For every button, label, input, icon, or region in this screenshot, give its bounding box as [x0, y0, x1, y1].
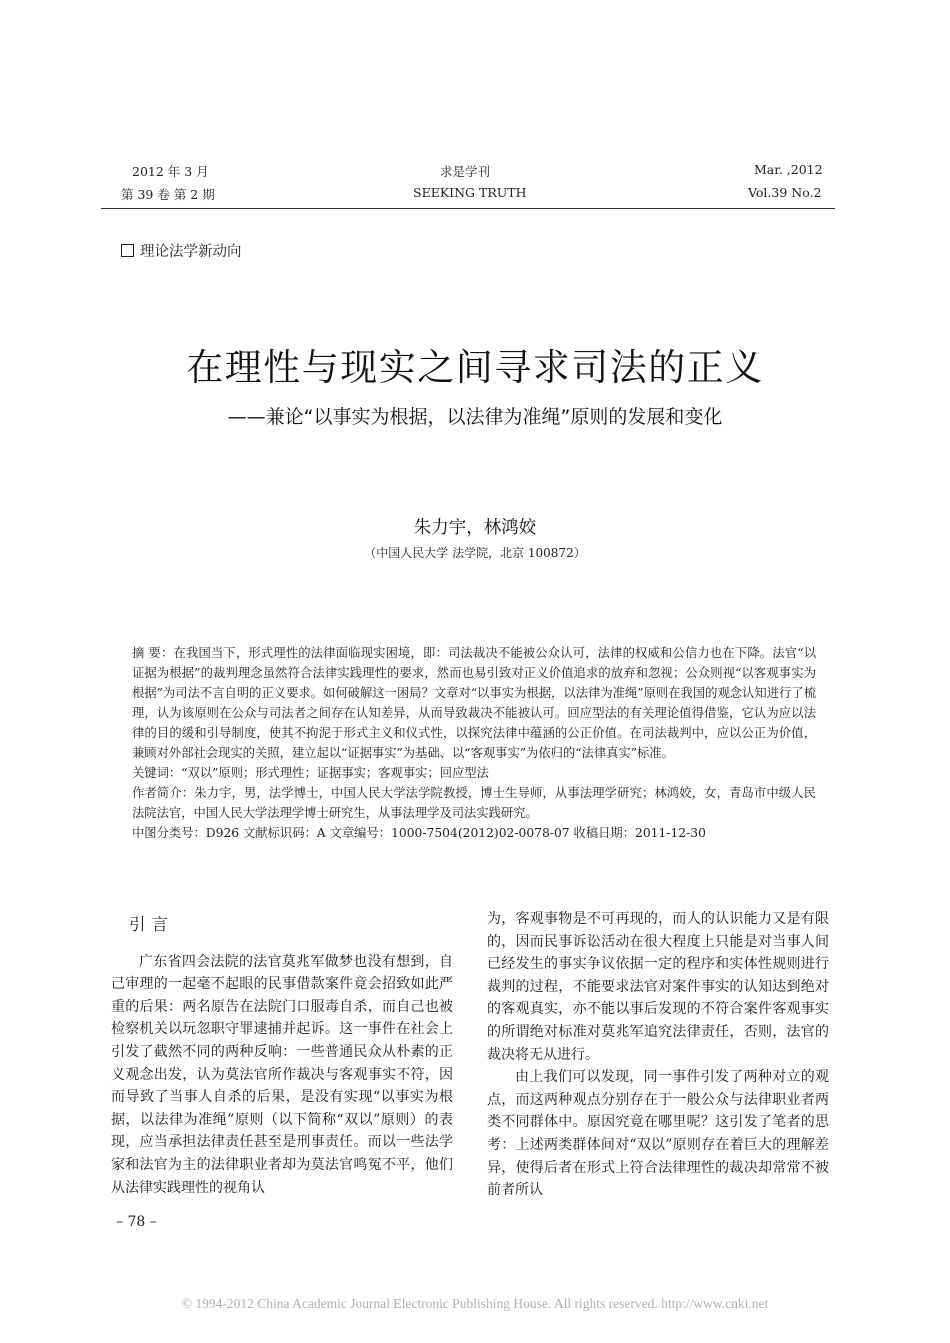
body-paragraph: 为，客观事物是不可再现的，而人的认识能力又是有限的，因而民事诉讼活动在很大程度上只能是对当事人间已经发生的事实争议依据一定的程序和实体性规则进行裁判的过程，不能要求法官对案件事实的认知达到绝对的客观真实，亦不能以事后发现的不符合案件客观事实的所谓绝对标准对莫兆军追究法律责任，否则，法官的裁决将无从进行。: [487, 911, 829, 1063]
bio-label: 作者简介：: [132, 786, 195, 800]
header-volume-cn: 第 39 卷 第 2 期: [121, 187, 215, 202]
section-tag: [121, 240, 242, 261]
keywords-text: “双以”原则；形式理性；证据事实；客观事实；回应型法: [181, 766, 489, 780]
abstract-text: 在我国当下，形式理性的法律面临现实困境，即：司法裁决不能被公众认可，法律的权威和公信力也在下降。法官“以证据为根据”的裁判理念虽然符合法律实践理性的要求，然而也易引致对正义价值追求的放弃和忽视；公众则视“以客观事实为根据”为司法不言自明的正义要求。如何破解这一困局？文章对“以事实为根据，以法律为准绳”原则在我国的观念认知进行了梳理，认为该原则在公众与司法者之间存在认知差异，从而导致裁决不能被认可。回应型法的有关理论值得借鉴，它认为应以法律的目的缓和引导制度，使其不拘泥于形式主义和仪式性，以探究法律中蕴涵的公正价值。在司法裁判中，应以公正为价值，兼顾对外部社会现实的关照，建立起以“证据事实”为基础、以“客观事实”为依归的“法律真实”标准。: [132, 646, 816, 760]
body-column-right: [487, 908, 829, 1202]
article-subtitle: ——兼论“以事实为根据，以法律为准绳”原则的发展和变化: [227, 406, 723, 428]
header-date-en: Mar. ,2012: [754, 162, 823, 177]
body-paragraph: 广东省四会法院的法官莫兆军做梦也没有想到，自己审理的一起毫不起眼的民事借款案件竟会招致如此严重的后果：两名原告在法院门口服毒自杀，而自己也被检察机关以玩忽职守罪逮捕并起诉。这一事件在社会上引发了截然不同的两种反响：一些普通民众从朴素的正义观念出发，认为莫法官所作裁决与客观事实不符，因而导致了当事人自杀的后果，是没有实现“以事实为根据，以法律为准绳”原则（以下简称“双以”原则）的表现，应当承担法律责任甚至是刑事责任。而以一些法学家和法官为主的法律职业者却为莫法官鸣冤不平，他们从法律实践理性的视角认: [111, 953, 453, 1196]
keywords: [132, 763, 816, 783]
header-rule: [101, 208, 835, 209]
classification-meta: 中图分类号：D926 文献标识码：A 文章编号：1000-7504(2012)02-0078-07 收稿日期：2011-12-30: [132, 826, 706, 840]
header-volume-en: Vol.39 No.2: [748, 185, 822, 200]
abstract: [132, 643, 816, 763]
copyright-footer: © 1994-2012 China Academic Journal Electronic Publishing House. All rights reserved. http://www.cnki.net: [181, 1296, 769, 1311]
body-column-left: [111, 908, 453, 1199]
body-paragraph: 由上我们可以发现，同一事件引发了两种对立的观点，而这两种观点分别存在于一般公众与法律职业者两类不同群体中。原因究竟在哪里呢？这引发了笔者的思考：上述两类群体间对“双以”原则存在着巨大的理解差异，使得后者在形式上符合法律理性的裁决却常常不被前者所认: [487, 1069, 829, 1199]
abstract-label: 摘 要：: [132, 646, 174, 660]
header-journal-en: SEEKING TRUTH: [413, 185, 527, 200]
page-number: – 78 –: [116, 1214, 157, 1230]
header-journal-cn: 求是学刊: [440, 164, 491, 179]
square-icon: [121, 244, 134, 257]
abstract-block: [132, 643, 816, 843]
bio-text: 朱力宇，男，法学博士，中国人民大学法学院教授，博士生导师，从事法理学研究；林鸿姣，女，青岛市中级人民法院法官，中国人民大学法理学博士研究生，从事法理学及司法实践研究。: [132, 786, 816, 820]
section-tag-label: 理论法学新动向: [140, 244, 242, 260]
affiliation: （中国人民大学 法学院，北京 100872）: [364, 546, 586, 560]
section-heading: 引言: [129, 915, 174, 934]
author-bio: [132, 783, 816, 823]
article-title: 在理性与现实之间寻求司法的正义: [186, 346, 764, 389]
header-date-cn: 2012 年 3 月: [132, 164, 209, 179]
keywords-label: 关键词：: [132, 766, 182, 780]
authors: 朱力宇，林鸿姣: [413, 518, 537, 538]
